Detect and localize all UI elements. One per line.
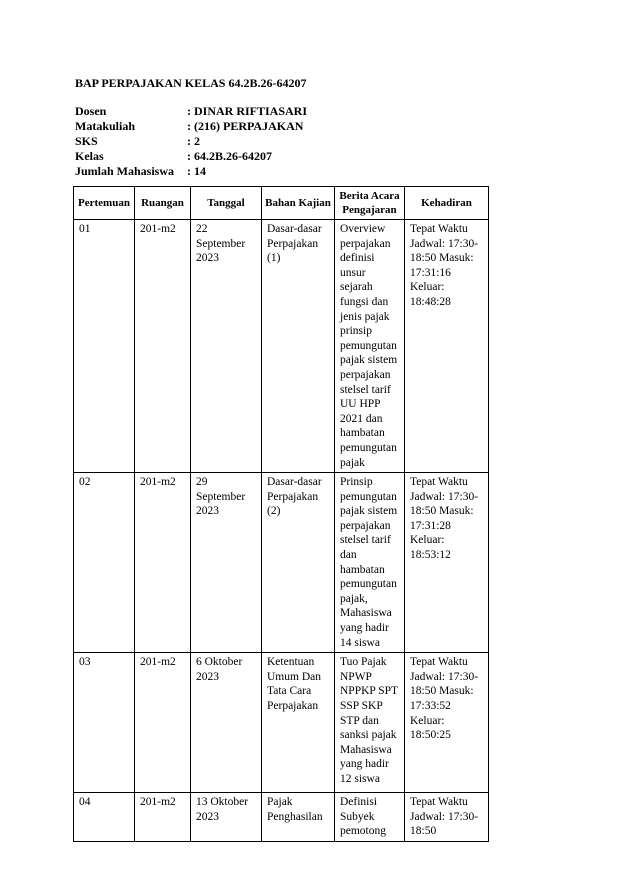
info-value: : 64.2B.26-64207 (187, 149, 272, 163)
table-row (74, 793, 489, 842)
cell-attendance: Tepat Waktu Jadwal: 17:30-18:50 Masuk: 17:31:28 Keluar: 18:53:12 (405, 473, 489, 653)
cell-meeting: 03 (74, 653, 135, 793)
header-cell: Kehadiran (405, 187, 489, 220)
attendance-table (73, 186, 489, 842)
cell-meeting: 04 (74, 793, 135, 842)
table-row (74, 473, 489, 653)
info-label: Jumlah Mahasiswa (75, 164, 175, 178)
header-cell: Bahan Kajian (262, 187, 335, 220)
cell-attendance: Tepat Waktu Jadwal: 17:30-18:50 Masuk: 17:33:52 Keluar: 18:50:25 (405, 653, 489, 793)
cell-date: 13 Oktober 2023 (191, 793, 262, 842)
cell-meeting: 02 (74, 473, 135, 653)
cell-room: 201-m2 (135, 653, 191, 793)
course-info (75, 104, 307, 179)
table-row (74, 220, 489, 473)
cell-room: 201-m2 (135, 220, 191, 473)
info-row-jumlah (75, 164, 307, 179)
cell-date: 29 September 2023 (191, 473, 262, 653)
header-cell: Ruangan (135, 187, 191, 220)
cell-minutes: Definisi Subyek pemotong (335, 793, 405, 842)
info-value: : DINAR RIFTIASARI (187, 104, 308, 118)
info-label: Matakuliah (75, 119, 136, 133)
info-row-matakuliah (75, 119, 307, 134)
header-cell: Tanggal (191, 187, 262, 220)
cell-topic: Ketentuan Umum Dan Tata Cara Perpajakan (262, 653, 335, 793)
header-cell: Pertemuan (74, 187, 135, 220)
cell-topic: Dasar-dasar Perpajakan (2) (262, 473, 335, 653)
cell-meeting: 01 (74, 220, 135, 473)
header-cell: Berita Acara Pengajaran (335, 187, 405, 220)
cell-topic: Dasar-dasar Perpajakan (1) (262, 220, 335, 473)
cell-date: 22 September 2023 (191, 220, 262, 473)
cell-date: 6 Oktober 2023 (191, 653, 262, 793)
info-label: Dosen (75, 104, 107, 118)
table-header-row (74, 187, 489, 220)
cell-minutes: Prinsip pemungutan pajak sistem perpajakan stelsel tarif dan hambatan pemungutan pajak, Mahasiswa yang hadir 14 siswa (335, 473, 405, 653)
table-row (74, 653, 489, 793)
info-value: : 14 (187, 164, 206, 178)
cell-minutes: Overview perpajakan definisi unsur sejarah fungsi dan jenis pajak prinsip pemungutan pajak sistem perpajakan stelsel tarif UU HPP 2021 dan hambatan pemungutan pajak (335, 220, 405, 473)
info-value: : (216) PERPAJAKAN (187, 119, 304, 133)
cell-room: 201-m2 (135, 473, 191, 653)
page-title: BAP PERPAJAKAN KELAS 64.2B.26-64207 (75, 76, 307, 90)
cell-room: 201-m2 (135, 793, 191, 842)
cell-attendance: Tepat Waktu Jadwal: 17:30-18:50 Masuk: 17:31:16 Keluar: 18:48:28 (405, 220, 489, 473)
info-label: SKS (75, 134, 98, 148)
info-label: Kelas (75, 149, 104, 163)
cell-attendance: Tepat Waktu Jadwal: 17:30-18:50 (405, 793, 489, 842)
info-row-kelas (75, 149, 307, 164)
info-row-dosen (75, 104, 307, 119)
info-value: : 2 (187, 134, 200, 148)
info-row-sks (75, 134, 307, 149)
cell-topic: Pajak Penghasilan (262, 793, 335, 842)
cell-minutes: Tuo Pajak NPWP NPPKP SPT SSP SKP STP dan sanksi pajak Mahasiswa yang hadir 12 siswa (335, 653, 405, 793)
